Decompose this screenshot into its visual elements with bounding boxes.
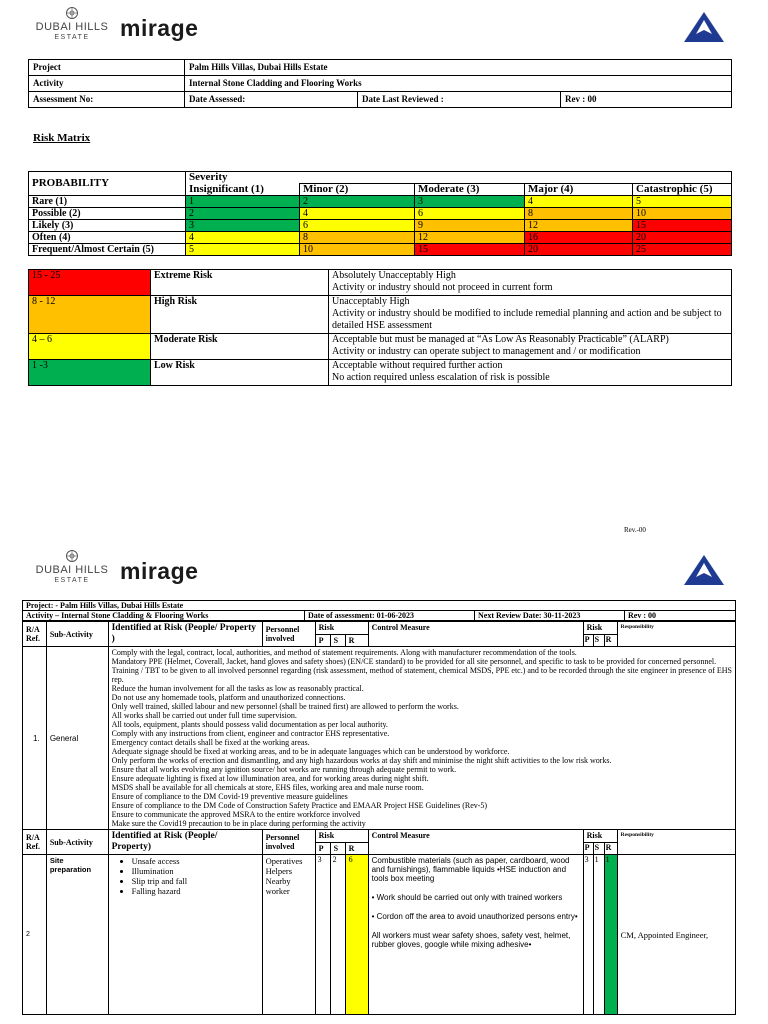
control-header: Control Measure [368,622,583,647]
measure-line: Only perform the works of erection and dismantling, and any high hazardous works at day shift and minimise the night shift activities to the low risk works. [111,756,612,765]
s-header: S [593,842,604,855]
measure-line: Make sure the Covid19 precaution to be in place during performing the activity [111,819,366,828]
dh-sub: ESTATE [54,577,90,584]
probability-label: Likely (3) [29,220,186,232]
legend-description [329,296,732,334]
measure-line: Only well trained, skilled labour and new personnel (shall be trained first) are allowed to perform the works. [111,702,459,711]
matrix-cell: 5 [633,196,732,208]
measure-line: MSDS shall be available for all chemicals at store, EHS files, working area and male nurse room. [111,783,424,792]
legend-description [329,270,732,296]
matrix-cell: 15 [415,244,525,256]
responsibility-cell: CM, Appointed Engineer, [617,855,735,1015]
control-item: All workers must wear safety shoes, safety vest, helmet, rubber gloves, google while mixing adhesive• [371,931,571,949]
activity-line: Activity – Internal Stone Cladding & Flooring Works [23,611,305,621]
r-header: R [345,634,368,647]
measure-line: Training / TBT to be given to all involved personnel regarding (risk assessment, method of statement, chemical MSDS, PPE etc.) and to be recorded through the site engineer in presence of EHS [111,666,732,675]
legend-line: Activity or industry can operate subject to management and / or modification [332,346,641,357]
risk-header: Risk [315,830,368,843]
activity-label: Activity [29,76,185,92]
matrix-cell: 6 [300,220,415,232]
p-header: P [583,842,593,855]
risk-legend-table [28,269,732,386]
general-measures [108,647,735,830]
matrix-row [29,244,732,256]
matrix-cell: 2 [300,196,415,208]
legend-level: High Risk [151,296,329,334]
legend-line: Acceptable but must be managed at “As Low As Reasonably Practicable” (ALARP) [332,334,669,345]
identified-header: Identified at Risk (People/ Property) [108,830,262,855]
measure-line: Emergency contact details shall be fixed at the working areas. [111,738,310,747]
table-row [23,855,736,1015]
activity-value: Internal Stone Cladding and Flooring Works [185,76,732,92]
triangle-logo-icon [682,553,726,587]
matrix-cell: 20 [525,244,633,256]
dh-name: DUBAI HILLS [35,21,109,33]
personnel-cell: Operatives Helpers Nearby worker [262,855,315,1015]
matrix-cell: 2 [186,208,300,220]
personnel-header: Personnel involved [262,622,315,647]
sub-activity: Site preparation [46,855,108,1015]
identified-header: Identified at Risk (People/ Property ) [108,622,262,647]
date-reviewed-label: Date Last Reviewed : [358,92,561,108]
personnel-header: Personnel involved [262,830,315,855]
risk-header-residual: Risk [583,830,617,843]
mirage-logo: mirage [120,558,199,584]
legend-description [329,334,732,360]
severity-col: Moderate (3) [415,184,525,196]
date-of-assessment: Date of assessment: 01-06-2023 [305,611,475,621]
rev-value: Rev : 00 [625,611,736,621]
legend-line: Unacceptably High [332,296,410,307]
control-header: Control Measure [368,830,583,855]
measure-line: Ensure that all works evolving any ignition source/ hot works are running through adequate permit to work. [111,765,457,774]
probability-header: PROBABILITY [29,172,186,196]
project-label: Project [29,60,185,76]
hazard-item: • Falling hazard [132,886,259,896]
residual-s: 1 [593,855,604,1015]
matrix-cell: 10 [633,208,732,220]
matrix-cell: 4 [525,196,633,208]
assessment-info-table [22,600,736,621]
sub-activity-header: Sub-Activity [46,622,108,647]
p-header: P [583,634,593,647]
severity-col: Catastrophic (5) [633,184,732,196]
matrix-cell: 4 [186,232,300,244]
measure-line: Ensure of compliance to the DM Covid-19 preventive measure guidelines [111,792,348,801]
matrix-cell: 12 [415,232,525,244]
responsibility-header: Responsibility [617,622,735,647]
legend-line: No action required unless escalation of risk is possible [332,372,550,383]
matrix-row [29,196,732,208]
legend-level: Low Risk [151,360,329,386]
matrix-row [29,232,732,244]
crest-icon [65,549,79,563]
project-value: Palm Hills Villas, Dubai Hills Estate [185,60,732,76]
measure-line: Mandatory PPE (Helmet, Coverall, Jacket, hand gloves and safety shoes) (EN/CE standard) to be provided for all site personnel, and specific to task to be provided for concerned personnel. [111,657,717,666]
hazards-cell [108,855,262,1015]
s-header: S [593,634,604,647]
legend-range: 4 – 6 [29,334,151,360]
legend-row [29,360,732,386]
legend-range: 8 - 12 [29,296,151,334]
control-item: • Work should be carried out only with trained workers [371,893,563,902]
matrix-cell: 10 [300,244,415,256]
risk-s: 2 [330,855,345,1015]
matrix-cell: 5 [186,244,300,256]
legend-line: Activity or industry should be modified to include remedial planning and action and be subject to detailed HSE assessment [332,308,722,331]
matrix-cell: 16 [525,232,633,244]
s-header: S [330,634,345,647]
risk-matrix-title: Risk Matrix [33,132,91,144]
matrix-cell: 8 [525,208,633,220]
legend-range: 1 -3 [29,360,151,386]
table-row [23,647,736,830]
dh-sub: ESTATE [54,34,90,41]
legend-line: Activity or industry should not proceed in current form [332,282,553,293]
mirage-logo: mirage [120,15,199,41]
residual-p: 3 [583,855,593,1015]
ra-ref-header: R/A Ref. [23,830,47,855]
severity-col: Minor (2) [300,184,415,196]
matrix-cell: 9 [415,220,525,232]
risk-r: 6 [345,855,368,1015]
legend-row [29,296,732,334]
measure-line: Reduce the human involvement for all the tasks as low as reasonably practical. [111,684,364,693]
measure-line: Comply with any instructions from client, engineer and contractor EHS representative. [111,729,390,738]
hazard-item: • Slip trip and fall [132,876,259,886]
risk-matrix-table [28,171,732,256]
matrix-cell: 25 [633,244,732,256]
s-header: S [330,842,345,855]
crest-icon [65,6,79,20]
legend-description [329,360,732,386]
ra-ref: 1. [23,647,47,830]
rev-label: Rev : 00 [561,92,732,108]
legend-range: 15 - 25 [29,270,151,296]
next-review-date: Next Review Date: 30-11-2023 [475,611,625,621]
r-header: R [604,842,617,855]
residual-r: 1 [604,855,617,1015]
measure-line: Comply with the legal, contract, local, authorities, and method of statement requirements. Along with manufacturer recommendation of the tools. [111,648,577,657]
triangle-logo-icon [682,10,726,44]
date-assessed-label: Date Assessed: [185,92,358,108]
r-header: R [604,634,617,647]
matrix-cell: 4 [300,208,415,220]
hazard-item: • Illumination [132,866,259,876]
legend-level: Moderate Risk [151,334,329,360]
matrix-cell: 20 [633,232,732,244]
control-item: • Cordon off the area to avoid unauthorized persons entry• [371,912,578,921]
control-measures [368,855,583,1015]
measure-line: Ensure of compliance to the DM Code of Construction Safety Practice and EMAAR Project HSE Guidelines (Rev-5) [111,801,488,810]
sub-activity-header: Sub-Activity [46,830,108,855]
ra-ref: 2 [23,855,47,1015]
p-header: P [315,842,330,855]
measure-line: All tools, equipment, plants should possess valid documentation as per local authority. [111,720,388,729]
rev-footer: Rev.-00 [624,526,646,534]
risk-assessment-table [22,621,736,1015]
r-header: R [345,842,368,855]
probability-label: Possible (2) [29,208,186,220]
measure-line: Adequate signage should be fixed at working areas, and to be in adequate languages which can be understood by workforce. [111,747,510,756]
p-header: P [315,634,330,647]
legend-row [29,334,732,360]
hazard-item: • Unsafe access [132,856,259,866]
risk-header-residual: Risk [583,622,617,635]
measure-line: Ensure to communicate the approved MSRA to the entire workforce involved [111,810,360,819]
legend-level: Extreme Risk [151,270,329,296]
matrix-cell: 3 [415,196,525,208]
matrix-row [29,220,732,232]
control-item: Combustible materials (such as paper, cardboard, wood and furnishings), flammable liquids •HSE induction and tools box meeting [371,856,570,883]
matrix-cell: 6 [415,208,525,220]
measure-line: rep. [111,675,124,684]
project-line: Project: - Palm Hills Villas, Dubai Hills Estate [23,601,736,611]
legend-line: Acceptable without required further action [332,360,503,371]
responsibility-header: Responsibility [617,830,735,855]
matrix-cell: 12 [525,220,633,232]
matrix-cell: 8 [300,232,415,244]
probability-label: Frequent/Almost Certain (5) [29,244,186,256]
page-two [0,545,768,1024]
probability-label: Rare (1) [29,196,186,208]
dh-name: DUBAI HILLS [35,564,109,576]
risk-header: Risk [315,622,368,635]
severity-col: Major (4) [525,184,633,196]
dubai-hills-logo [34,549,110,585]
severity-col: Insignificant (1) [186,184,300,196]
probability-label: Often (4) [29,232,186,244]
project-info-table [28,59,732,108]
dubai-hills-logo [34,6,110,42]
sub-activity: General [46,647,108,830]
matrix-row [29,208,732,220]
matrix-cell: 3 [186,220,300,232]
measure-line: Ensure adequate lighting is fixed at low illumination area, and for working areas during night shift. [111,774,429,783]
ra-ref-header: R/A Ref. [23,622,47,647]
legend-row [29,270,732,296]
matrix-cell: 1 [186,196,300,208]
measure-line: Do not use any homemade tools, platform and unauthorized connections. [111,693,346,702]
measure-line: All works shall be carried out under full time supervision. [111,711,297,720]
assessment-label: Assessment No: [29,92,185,108]
matrix-cell: 15 [633,220,732,232]
severity-header: Severity [186,172,732,184]
legend-line: Absolutely Unacceptably High [332,270,456,281]
risk-p: 3 [315,855,330,1015]
